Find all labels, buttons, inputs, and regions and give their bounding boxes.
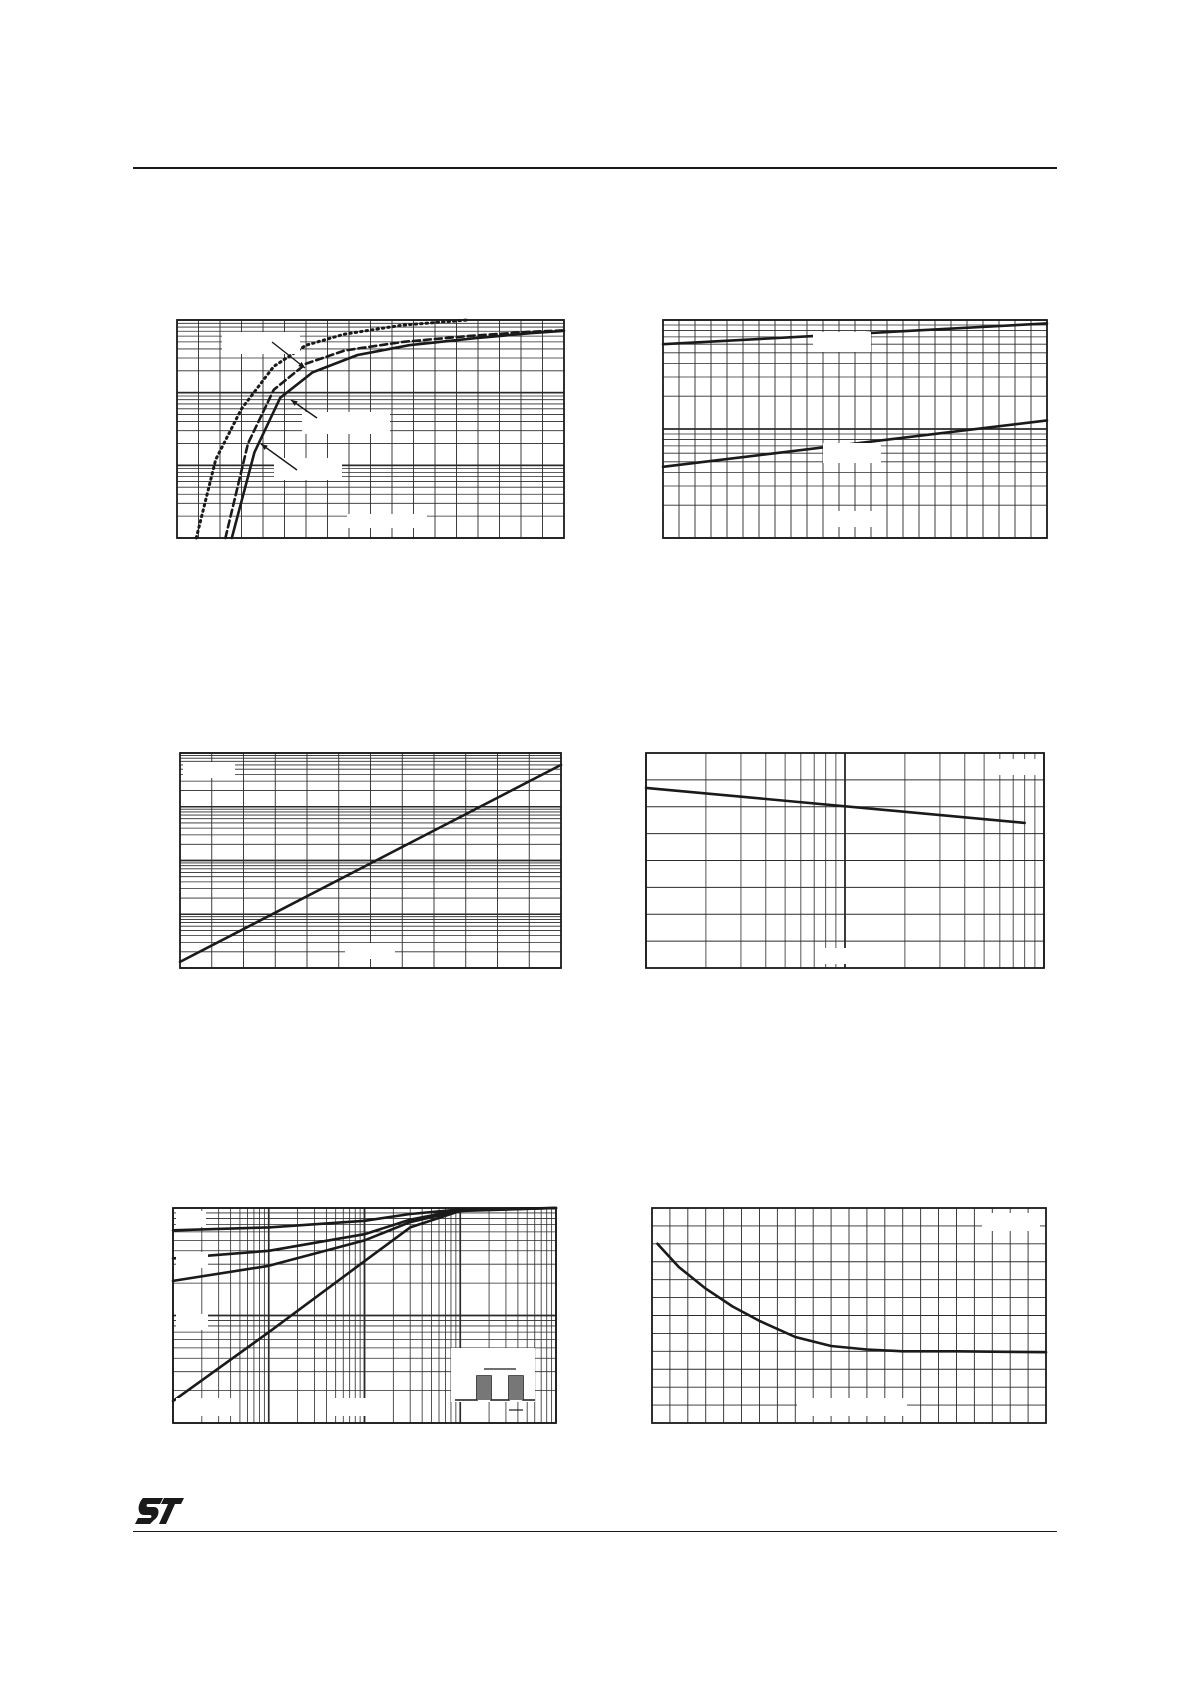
st-logo-t — [159, 1498, 184, 1524]
footer-rule — [133, 1531, 1057, 1532]
label-box — [828, 511, 878, 527]
chart-6-plot — [652, 1208, 1046, 1423]
chart-5 — [173, 1208, 556, 1423]
label-box — [176, 1314, 208, 1330]
chart-2 — [663, 320, 1047, 538]
label-box — [797, 1398, 907, 1416]
label-box — [176, 1211, 206, 1227]
arrow-head-icon — [291, 400, 298, 406]
chart-4-plot — [646, 753, 1044, 968]
label-box — [302, 412, 390, 434]
series-line-1 — [646, 788, 1025, 823]
series-line-2 — [225, 330, 564, 538]
label-box — [176, 1398, 232, 1416]
label-box — [813, 332, 871, 352]
label-box — [176, 1252, 208, 1268]
label-box — [823, 443, 881, 463]
chart-2-plot — [663, 320, 1047, 538]
chart-5-plot — [173, 1208, 556, 1423]
label-box — [982, 1213, 1040, 1231]
chart-4 — [646, 753, 1044, 968]
chart-3-plot — [180, 753, 561, 968]
label-box — [991, 759, 1037, 775]
chart-1-plot — [177, 320, 564, 538]
label-box — [347, 514, 427, 528]
header-rule — [133, 167, 1057, 169]
chart-3 — [180, 753, 561, 968]
st-logo-icon — [133, 1496, 185, 1526]
pulse-fill-2 — [509, 1376, 523, 1400]
label-box — [345, 943, 395, 959]
pulse-fill-1 — [477, 1376, 491, 1400]
chart-6 — [652, 1208, 1046, 1423]
chart-1 — [177, 320, 564, 538]
label-box — [222, 332, 300, 354]
label-box — [821, 948, 861, 964]
label-box — [333, 1398, 389, 1416]
st-logo-s — [135, 1498, 163, 1524]
label-box — [183, 762, 235, 778]
arrow-head-icon — [261, 444, 268, 450]
